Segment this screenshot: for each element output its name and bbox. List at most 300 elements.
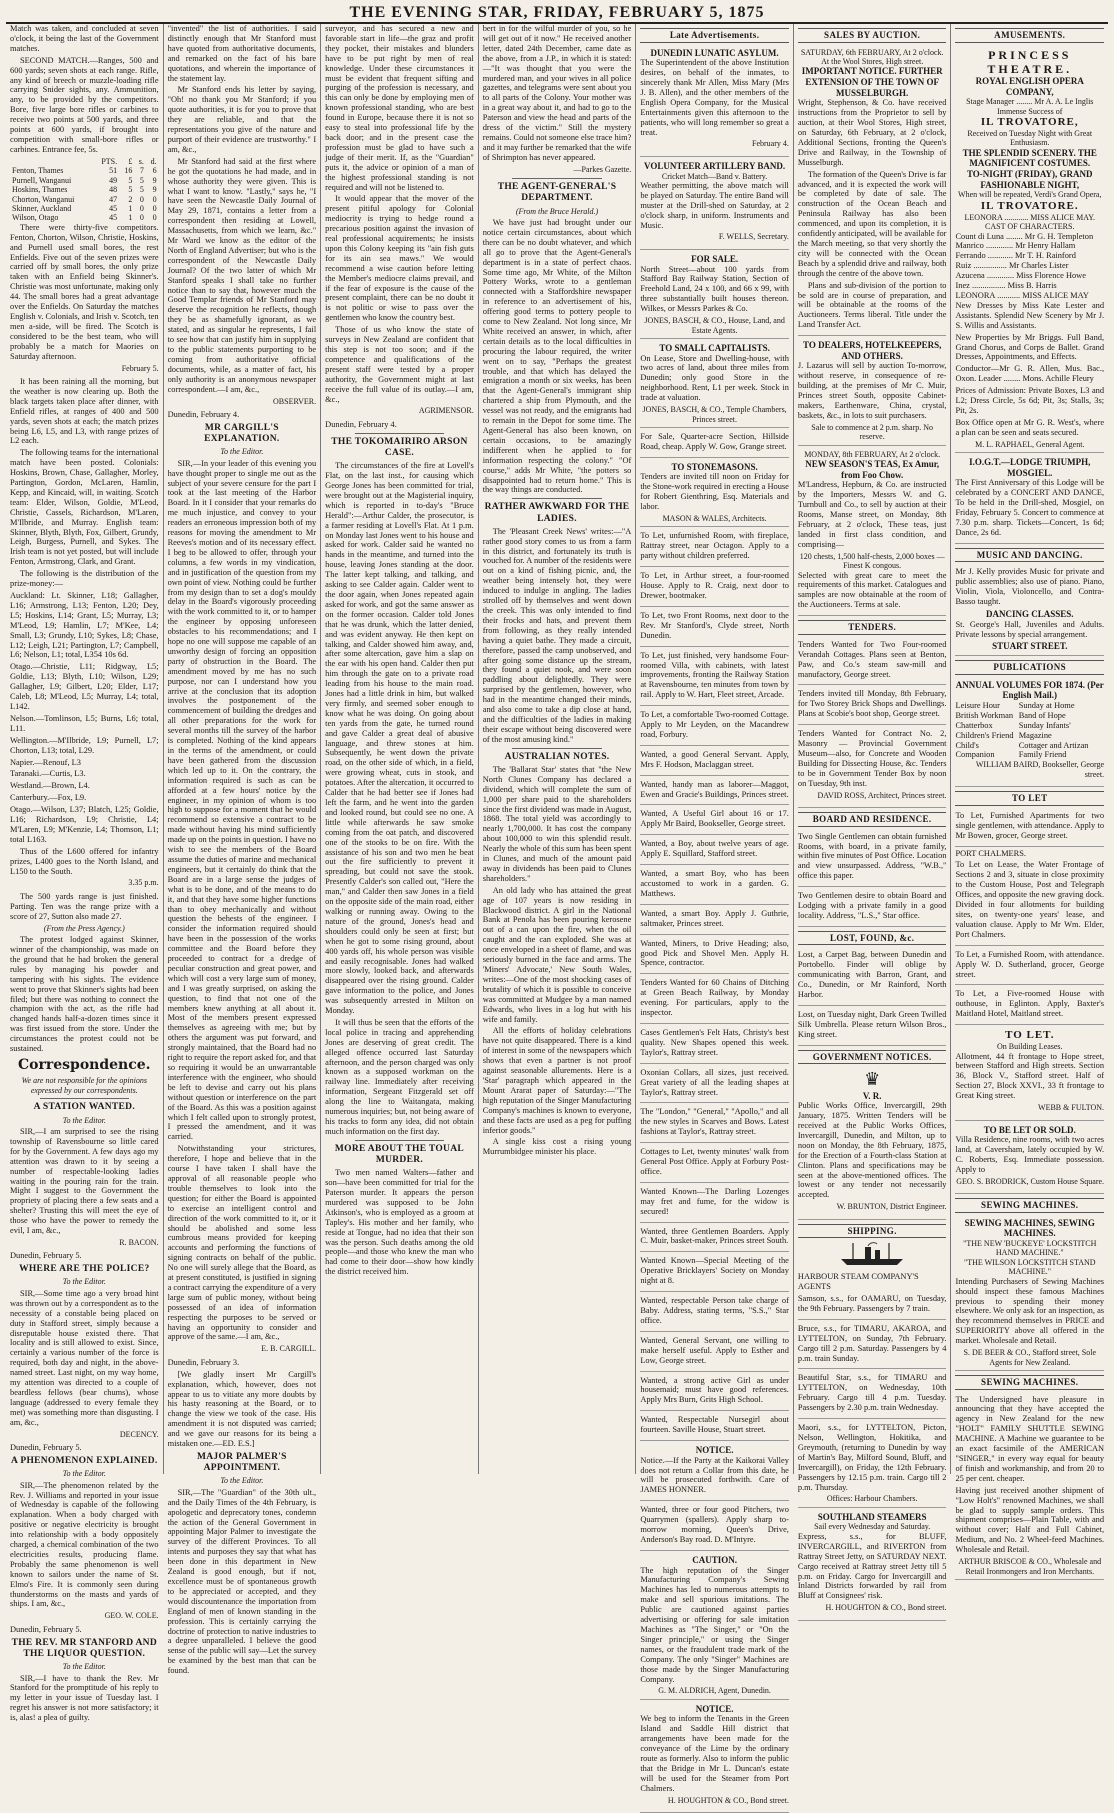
advertisement: [955, 1123, 1104, 1195]
divider: [512, 498, 601, 499]
dateline: Dunedin, February 5.: [10, 1443, 82, 1453]
ad-signature: H. HOUGHTON & CO., Bond street.: [667, 1795, 789, 1805]
ad-text: Wanted, respectable Person take charge of Baby. Address, stating terms, "S.S.," Star office.: [640, 1296, 789, 1325]
opera-title: IL TROVATORE.: [980, 199, 1079, 212]
letter-body: Those of us who know the state of surveys in New Zealand are confident that this step is not too soon; and if the competence and qualifications of the present staff were tested by a proper authority, the Government might at last receive the full value of its outlay.—I am, &c.,: [325, 325, 474, 404]
cast-member: Ferrando ............ Mr T. H. Rainford: [955, 251, 1076, 261]
table-header: s.: [138, 156, 144, 166]
column-5: [636, 24, 794, 1805]
letter-body: SIR,—Some time ago a very broad hint was thrown out by a correspondent as to the necessity of a constable being placed on duty in Stafford street, simply because a disreputable house existed there. That locality and is still allowed to exist. Since, certainly a various number of the force is required, both day and night, in the above-named street. Last night, on my way home, my attention was directed to a couple of beardless fellows (bear chums), whose language (addressed to every female they met) was something more than disgusting. I am, &c.,: [10, 1288, 159, 1427]
article-text: Napier.—Renouf, L3: [10, 757, 81, 767]
ad-text: Wanted, three Gentlemen Boarders. Apply C. Muir, basket-maker, Princes street South.: [640, 1226, 789, 1246]
ad-text: LEONORA ............ MISS ALICE MAY.: [964, 212, 1095, 222]
letter-to: To the Editor.: [62, 1662, 106, 1672]
advertisement: [798, 1371, 947, 1419]
ad-title: NOTICE.: [695, 1703, 734, 1714]
article-text: Canterbury.—Fox, L9.: [10, 793, 87, 803]
table-cell: 5: [139, 175, 144, 185]
ad-subtitle: At the Wool Stores, High street.: [821, 57, 924, 67]
advertisement: [955, 987, 1104, 1025]
letter-body: SIR,—I have to thank the Rev. Mr Stanford for the promptitude of his reply to my letter in your issue of Tuesday last. I regret his answer is not more satisfactory; it is, alas! a plea of guilty.: [10, 1673, 159, 1723]
ad-text: New Dresses by Miss Kate Lester and Assistants. Splendid New Scenery by Mr J. S. Willis and Assistants.: [955, 300, 1105, 330]
scores-table: [10, 157, 159, 223]
ad-signature: M. L. RAPHAEL, General Agent.: [975, 439, 1085, 449]
ad-text: Mr J. Kelly provides Music for private and public assemblies; also use of piano. Piano, Violin, Viola, Violoncello, and Contra-Basso taught.: [955, 567, 1105, 607]
ad-signature: JONES, BASCH, & CO., House, Land, and Estate Agents.: [644, 316, 785, 335]
section-heading: Correspondence.: [18, 1056, 151, 1073]
article-text: bert in for the wilful murder of you, so he will get out of it now." He received another letter, dated 24th December, came date as the above, from a J.P., in which it is stated:—"It was thought that you were the murdered man, and your wives in all police gazettes, and telegrams were sent about you to all parts of the Colony. Your mother was in a great way about it, and had to go to the Paterson and view the head and parts of the dress of the victim." Still the mystery remains. Could not someone else trace him? and it may further be remarked that the wife of Shrimpton has never appeared.: [482, 24, 632, 162]
table-cell: 7: [139, 166, 144, 176]
article-text: The 'Pleasant Creek News' writes:—"A rather good story comes to us from a farm in this district, and fortunately its truth is vouched for. A number of the residents were out on a kind of fishing picnic, and, the weather being intensely hot, they were induced to indulge in angling. The ladies strolled off by themselves and went down the creek. This was only intended to find their frocks and hats, and prevent them from following, as they really intended having a quiet bathe. They made a circuit, therefore, passed the camp unobserved, and after going some distance up the stream, they found a quiet nook, and were soon paddling about delightedly. They were surprised by the gentlemen, however, who had in the meantime changed their minds, and also come to take a dip close at hand, and the difficulties of the ladies in making their escape without being discovered were of the most amusing kind.": [482, 526, 632, 744]
table-row: [10, 185, 159, 194]
article-text: Nelson.—Tomlinson, L5; Burns, L6; total, L11.: [10, 713, 159, 733]
article-text: Two men named Walters—father and son—have been committed for trial for the Paterson murder. It appears the person murdered was supposed to be John Atkinson's, who is employed as a groom at Tapley's. His mother and her family, who reside at Tongue, had no idea that their son was the person. Such deaths among the old people—and those who knew the man who had come to their door—show how kindly the district received him.: [325, 1168, 474, 1277]
table-header: £: [128, 156, 133, 166]
table-cell: Hoskins, Thames: [12, 185, 68, 195]
ad-text: Lost, a Carpet Bag, between Dunedin and Portobello. Finder will oblige by communicating with Barron, Grant, and Co., Dunedin, or Mr Rainford, North Harbor.: [797, 950, 947, 1000]
section-heading: AMUSEMENTS.: [955, 28, 1104, 43]
ad-text: Wanted, A Useful Girl about 16 or 17. Apply Mr Baird, Bookseller, George street.: [640, 809, 789, 829]
article-text: Otago.—Wilson, L37; Blatch, L25; Goldie, L16; Richardson, L9; Christie, L4; M'Laren, L9; M'Kenzie, L4; Thomson, L1; total L163.: [10, 805, 159, 844]
table-cell: 0: [139, 213, 144, 223]
editor-note: [We gladly insert Mr Cargill's explanation, which, however, does not appear to us to vitiate any more doubts by his hasty reasoning at the Board, or to change the view we took of the case. His amendment it is not disputed was carried; and we gave our reasons for its being a mistaken one.—ED. E.S.]: [167, 1369, 317, 1449]
ad-title: CAUTION.: [692, 1554, 737, 1565]
letter-signature: GEO. W. COLE.: [104, 1611, 159, 1621]
ad-title: TO-NIGHT (FRIDAY), GRAND FASHIONABLE NIGHT,: [966, 169, 1093, 190]
ad-text: Wanted, a smart Boy. Apply J. Guthrie, saltmaker, Princes street.: [640, 908, 789, 928]
ad-text: Wanted, three or four good Pitchers, two Quarrymen (spallers). Apply sharp to-morrow morning, Queen's Drive, Anderson's Bay road. D. M'Intyre.: [640, 1505, 789, 1545]
ad-title: ROYAL ENGLISH OPERA COMPANY,: [975, 75, 1084, 97]
ad-signature: WILLIAM BAIRD, Bookseller, George street.: [975, 760, 1105, 779]
letter-body: SIR,—I am surprised to see the rising township of Ravensbourne so little cared for by the Government. A few days ago my attention was drawn to it by seeing a number of respectable-looking ladies waiting in the pouring rain for the train. Might I suggest to the Government the propriety of placing there a few seats and a shelter? Trusting this will meet the eye of those who have the power to remedy the evil, I am, &c.,: [10, 1126, 159, 1236]
letter-signature: OBSERVER.: [273, 396, 317, 406]
cast-heading: CAST OF CHARACTERS.: [985, 222, 1075, 232]
table-header-row: [10, 157, 159, 166]
section-heading: PUBLICATIONS: [955, 660, 1104, 675]
ad-text: Wanted, a smart Boy, who has been accustomed to work in a garden. G. Matthews.: [640, 869, 789, 898]
ad-title: SOUTHLAND STEAMERS: [817, 1511, 927, 1522]
advertisement: [640, 609, 789, 647]
letter-signature: DECENCY.: [119, 1429, 159, 1439]
advertisement: [955, 1393, 1104, 1580]
advertisement: [640, 937, 789, 975]
ad-text: To Let, a Furnished Room, with attendance. Apply W. D. Sutherland, grocer, George street.: [955, 949, 1105, 979]
advertisement: [640, 976, 789, 1024]
table-row: [10, 166, 159, 175]
section-heading: SALES BY AUCTION.: [798, 28, 947, 43]
advertisement: [955, 46, 1104, 454]
letter-body: surveyor, and has secured a new and favorable start in life—the graz and profit they pocket, their mistakes and blunders have to be put right by men of real knowledge. Under these circumstances it must be evident that frequent sifting and purging of the profession is necessary, and this can only be done by employing men of known professional standing, who are best found in Europe, because there it is not so easy to steal into professional life by the back door; and in the present case the profession must be glad to have such a judge of their merit. If, as the "Guardian" puts it, the advice or opinion of a man of the highest professional standing is not required and will not be listened to.: [325, 24, 474, 192]
article-text: There were thirty-five competitors. Fenton, Chorton, Wilson, Christie, Hoskins, and Purnell used small bores, the rest Enfields. Five out of the seven prizes were carried off by small bores, the only prize taken with an Enfield being Skinner's. Christie was most unfortunate, making only 44. The small bores had a great advantage over the Enfields. On Saturday the matches English v. Colonials, and Irish v. Scotch, ten men a-side, will be fired. The Scotch is considered to be the best team, who will probably be a match for Maories on Saturday afternoon.: [10, 222, 159, 361]
ad-text: Wanted, a strong active Girl as under housemaid; must have good references. Apply Mrs Burn, Grits High School.: [640, 1375, 789, 1405]
advertisement: [640, 837, 789, 865]
ad-text: Notice.—If the Party at the Kaikorai Valley does not return a Collar from this date, he will be prosecuted forthwith. Care of JAMES HONNER.: [640, 1455, 789, 1495]
list-item: British Workman: [955, 710, 1014, 720]
article-text: It has been raining all the morning, but the weather is now clearing up. Both the black targets taken place after dinner, with Enfield rifles, at ranges of 400 and 500 yards, seven shots at each; the match prizes being L6, L5, and L3, with range prizes of L2 each.: [10, 376, 159, 446]
advertisement: [640, 1066, 789, 1104]
cast-member: LEONORA ........... MISS ALICE MAY: [955, 291, 1089, 301]
letter-body: SIR,—The "Guardian" of the 30th ult., and the Daily Times of the 4th February, is apologetic and deprecatory tones, condemn the action of the General Government in appointing Major Palmer to investigate the survey of the different Provinces. To all intents and purposes they say that what has been done in this department in New Zealand is good enough, but if not, excellence must be of spontaneous growth to be appreciated or accepted, and they would discountenance the importation from England of men of known standing in the profession. This is certainly carrying the doctrine of protection to native industries to a degree unparalleled. I believe the good sense of the public will say—Let the survey be examined by the best man that can be found.: [167, 1487, 317, 1676]
ad-title: THE SPLENDID SCENERY. THE MAGNIFICENT COSTUMES.: [962, 147, 1097, 169]
ad-text: Selected with great care to meet the requirements of this market. Catalogues and samples are now obtainable at the room of the Auctioneers. Terms at sale.: [797, 570, 947, 610]
ad-signature: DAVID ROSS, Architect, Princes street.: [817, 790, 947, 800]
ad-date: SATURDAY, 6th FEBRUARY, At 2 o'clock.: [800, 47, 944, 57]
ad-text: Wanted, a good General Servant. Apply, Mrs F. Hodson, Maclaggan street.: [640, 749, 789, 769]
ad-text: Tenders are invited till noon on Friday for the Stone-work required in erecting a House for Robert Gienthring, Esq. Materials and labor.: [640, 472, 789, 512]
ad-subtitle: On Building Leases.: [996, 1042, 1063, 1052]
section-heading: MUSIC AND DANCING.: [955, 548, 1104, 563]
table-cell: 45: [109, 203, 118, 213]
ad-subtitle: Cricket Match—Band v. Battery.: [661, 171, 768, 181]
publication-column: [955, 701, 1018, 760]
table-cell: Fenton, Thames: [12, 166, 64, 176]
table-cell: 9: [152, 185, 157, 195]
article-title: AUSTRALIAN NOTES.: [504, 751, 610, 762]
advertisement: [955, 948, 1104, 986]
table-cell: 1: [128, 213, 133, 223]
table-cell: 48: [109, 185, 118, 195]
section-heading: SEWING MACHINES.: [955, 1375, 1104, 1390]
article-text: It will thus be seen that the efforts of the local police in tracing and apprehending Jones are deserving of great credit. The alleged offence occurred last Saturday afternoon, and the person charged was only known as a supposed workman on the railway line. Immediately after receiving information, Sergeant Fitzgerald set off along the line to Waitangata, making numerous inquiries; but, not being aware of his tracks to form any idea, did not obtain much information on the first day.: [325, 1017, 474, 1136]
advertisement: [640, 1334, 789, 1372]
ad-text: The high reputation of the Singer Manufacturing Company's Sewing Machines has led to numerous attempts to make and sell spurious imitations. The Public are cautioned against parties advertising or offering for sale imitation Machines as "The Singer," or "On the Singer principle," or using the Singer names, or the fraudulent trade mark of the Company. The only "Singer" Machines are those made by the Singer Manufacturing Company.: [640, 1565, 789, 1684]
table-cell: 2: [128, 194, 133, 204]
table-row: [10, 204, 159, 213]
advertisement: [640, 46, 789, 157]
list-item: Children's Friend: [955, 730, 1014, 740]
ad-title: PORT CHALMERS.: [955, 848, 1027, 858]
steamship-icon: [798, 1241, 947, 1270]
table-cell: 16: [124, 166, 133, 176]
advertisement: [640, 341, 789, 428]
ad-text: Tenders invited till Monday, 8th February, for Two Storey Brick Shops and Dwellings. Plans at Scobie's boot shop, George street.: [797, 689, 947, 719]
ad-title: V. R.: [862, 1090, 882, 1101]
columns: [6, 24, 1108, 1805]
table-cell: 5: [139, 185, 144, 195]
letter-to: To the Editor.: [62, 1115, 106, 1125]
ad-signature: WEBB & FULTON.: [1038, 1103, 1105, 1113]
divider: [512, 748, 601, 749]
ad-title: SEWING MACHINES, SEWING MACHINES.: [964, 1217, 1095, 1239]
advertisement: [955, 809, 1104, 847]
advertisement: [798, 46, 947, 337]
ad-title: DANCING CLASSES.: [985, 609, 1074, 620]
ad-text: Received on Tuesday Night with Great Enthusiasm.: [967, 128, 1093, 148]
ad-title: IMPORTANT NOTICE. FURTHER EXTENSION OF THE TOWN OF MUSSELBURGH.: [801, 66, 943, 98]
article-text: Thus of the L600 offered for infantry prizes, L400 goes to the North Island, and L150 to the South.: [10, 846, 159, 876]
ad-text: The First Anniversary of this Lodge will be celebrated by a CONCERT AND DANCE, To be held in the Drill-shed, Mosgiel, on Friday, February 5. Concert to commence at 7.30 p.m. sharp. Tickets—Concert, 1s 6d; Dance, 2s 6d.: [955, 478, 1105, 537]
advertisement: [640, 1105, 789, 1143]
ad-text: Having just received another shipment of "Low Holt's" renowned Machines, we shall be glad to supply sample orders. This shipment comprises—Plain Table, with and without cover; Half and Full Cabinet, Medium, and No. 2 Wheel-feed Machines. Wholesale and Retail.: [955, 1485, 1105, 1555]
dateline: Dunedin, February 5.: [10, 1624, 82, 1634]
advertisement: [640, 748, 789, 776]
advertisement: [798, 1510, 947, 1621]
ad-text: Wanted, General Servant, one willing to make herself useful. Apply to Esther and Low, George street.: [640, 1335, 789, 1365]
advertisement: [640, 708, 789, 746]
dateline: Dunedin, February 3.: [167, 1357, 240, 1367]
cast-member: Ruiz ................ Mr Charles Lister: [955, 261, 1069, 271]
ad-subtitle: Sail every Wednesday and Saturday.: [814, 1522, 931, 1532]
advertisement: [640, 1702, 789, 1813]
ad-text: Wanted Known—Special Meeting of the Operative Bricklayers' Society on Monday night at 8.: [640, 1256, 789, 1286]
ad-text: Tenders Wanted for Two Four-roomed Verandah Cottages. Plans seen at Benton, Paw, and Co.'s steam saw-mill and manufactory, George street.: [797, 639, 947, 679]
letter-to: To the Editor.: [62, 1277, 106, 1287]
cast-member: Azucena ............. Miss Florence Howe: [955, 271, 1086, 281]
article-text: Wellington.—M'Ilbride, L9; Purnell, L7; Chorton, L13; total, L29.: [10, 735, 159, 755]
ad-text: Immense Success of: [997, 106, 1063, 116]
ad-title: ANNUAL VOLUMES FOR 1874. (Per English Mail.): [955, 679, 1104, 701]
ad-text: For Sale, Quarter-acre Section, Hillside Road, cheap. Apply W. Gow, Grange street.: [640, 431, 789, 451]
advertisement: [640, 1254, 789, 1292]
table-cell: 5: [128, 175, 133, 185]
section-heading: TENDERS.: [798, 620, 947, 635]
ad-signature: S. DE BEER & CO., Stafford street, Sole Agents for New Zealand.: [963, 1348, 1097, 1367]
ad-text: The formation of the Queen's Drive is far advanced, and it is expected the work will be completed by date of sale. The construction of the Ocean Beach and Peninsula Railway has also been commenced, and upon its completion, it is confidently anticipated, will be available for the March meeting, so that very shortly the city will be connected with the Ocean Beach by a splendid drive and railway, both through the centre of the above town.: [797, 169, 947, 278]
list-item: Family Friend: [1018, 750, 1067, 760]
article-text: An old lady who has attained the great age of 107 years is now residing in Blackwood district. A girl in the National Bank at Penola has been pouring kerosene out of a can upon the fire, when the oil caught and the can exploded. She was at once enveloped in a sheet of flame, and was seriously burned in the face and arms. The 'Miners' Advocate,' New South Wales, writes:—One of the most shocking cases of brutality of which it is possible to conceive was committed at Mudgee by a man named Edwards, who lives in a log hut with his wife and family.: [482, 885, 632, 1024]
article-text: Otago.—Christie, L11; Ridgway, L5; Goldie, L13; Blyth, L10; Wilson, L29; Gallagher, L9; Gilbert, L20; Elder, L17; Caleb, L8; M'Leod, L5; Murray, L4; total, L142.: [10, 662, 159, 711]
table-cell: 45: [109, 213, 118, 223]
section-heading: TO LET: [955, 791, 1104, 806]
table-row: [10, 176, 159, 185]
table-cell: 9: [152, 175, 157, 185]
letter-body: SIR,—In your leader of this evening you have thought proper to single me out as the subject of your severe censure for the part I took at the last meeting of the Harbor Board. In it I consider that your remarks do me much injustice, and convey to your readers an erroneous impression both of my reasons for moving the amendment to Mr Reeves's motion and of its necessary effect. I beg to be allowed to offer, through your columns, a few words in my vindication, and in justification of the question from my own point of view. Nothing could be further from my design than to set a dog's mouldy delay in the Board's vigorously proceeding with the work committed to it, or to hamper the engineer by opposing unforeseen obstacles to his recommendations; and I hope no one will suppose me capable of an unworthy design of forcing an opposition party of obstruction in the Board. The amendment moved by me has no such purpose, nor can I understand how you arrive at the conclusion that its adoption involves the postponement of the commencement of building the dredges and all other preparations for the work for several months till the survey of the harbor is completed. Nothing of the kind appears in the terms of the amendment, or could have been gathered from the discussion which led up to it. On the contrary, the information required is such as can be afforded at a few hours' notice by the engineer, in my opinion of whom is too high to suppose for a moment that he would recommend so extensive a contract to be made without having his mind sufficiently made up on the points in question. I have no wish to see the members of the Board assume the duties of marine and mechanical engineers, but it certainly do think that the Board are in a large sense the judges of what is to be done, and of the means to do it, and that they have some higher functions than to obey mechanically and without question the behests of the engineer. I consider the information required should have been in the possession of the works committee and the Board before they proceeded to contract for a dredge of peculiar construction and great power, and which will cost a very large sum of money, and I was greatly surprised, on asking the question, to find that not one of the members knew anything at all about it. Most of the members present expressed themselves as agreeing with me; but by others the argument was put forward, and strongly maintained, that the Board had no right to require the report asked for, and that so requiring it would be an unwarrantable interference with the engineer, who should be left to devise and carry out his plans without question or interference on the part of the Board. As this was a position against which I felt called upon to strongly protest, I pressed the amendment, and it was carried.: [167, 458, 317, 1142]
letter-title: A STATION WANTED.: [33, 1102, 136, 1113]
ad-text: Maori, s.s., for LYTTELTON, Picton, Nelson, Wellington, Hokitika, and Greymouth, (returning to Dunedin by way of Martin's Bay, Milford Sound, Bluff, and Invercargill), on Friday, the 12th February. Passengers by 12.15 p.m. train. Cargo till 2 p.m. Thursday.: [797, 1423, 947, 1492]
advertisement: [798, 1067, 947, 1219]
article-text: Taranaki.—Curtis, L3.: [10, 769, 86, 779]
ad-signature: GEO. S. BRODRICK, Custom House Square.: [956, 1176, 1105, 1186]
advertisement: [798, 448, 947, 617]
advertisement: [640, 907, 789, 935]
divider: [355, 433, 444, 434]
table-header: d.: [150, 156, 157, 166]
ad-text: Allotment, 44 ft frontage to Hope street, between Stafford and High streets. Section 36, Block V., Stafford street. Half of Section 27, Block XXVI., 33 ft frontage to Great King street.: [955, 1051, 1105, 1101]
ad-title: DUNEDIN LUNATIC ASYLUM.: [650, 47, 779, 58]
article-title: THE AGENT-GENERAL'S DEPARTMENT.: [497, 182, 617, 204]
article-text: The following is the distribution of the prize-money:—: [10, 569, 159, 589]
letter-body: Mr Stanford had said at the first where he got the quotations he had made, and in whose authority they were given. This is what I want to know. "Lastly," says he, "I have seen the Newcastle Daily Journal of May 29, 1871, contains a letter from a correspondent then residing at Lowell, Massachusetts, from which we learn, &c." Mr Ward we know as the editor of the North of England Advertiser; but who is the correspondent of the Newcastle Daily Journal? Of the two latter of which Mr Stanford speaks I shall take no further notice than to say that, however much the Good Templar friends of Mr Stanford may deserve the recognition he reflects, though they be as shamefully ignorant, as we stated, and as singular he represents, I fail to see how that can justify him in supplying to the public statements purporting to be coming from authoritative official documents, while, as a matter of fact, his only authority is an anonymous newspaper correspondent.—I am, &c.,: [167, 156, 317, 394]
letter-signature: E. B. CARGILL.: [261, 1344, 317, 1354]
table-header: [10, 157, 94, 166]
article-title: THE TOKOMAIRIRO ARSON CASE.: [331, 436, 468, 458]
letter-body: "invented" the list of authorities. I said distinctly enough that Mr Stanford must have quoted from authoritative documents, and remarked on the fact of his bare quotations, and wherein the importance of the statement lay.: [167, 24, 317, 83]
article-title: RATHER AWKWARD FOR THE LADIES.: [484, 502, 630, 524]
advertisement: [640, 1145, 789, 1183]
ad-title: TO LET.: [1005, 1029, 1055, 1042]
advertisement: [640, 867, 789, 905]
column-6: [794, 24, 952, 1613]
column-4: [479, 24, 637, 1474]
ad-title: I.O.G.T.—LODGE TRIUMPH, MOSGIEL.: [969, 457, 1091, 478]
ad-text: Cases Gentlemen's Felt Hats, Christy's best quality. New Shapes opened this week. Taylor's, Rattray street.: [640, 1027, 789, 1057]
ad-date: February 4.: [752, 139, 789, 149]
advertisement: [640, 807, 789, 835]
ad-text: North Street—about 100 yards from Stafford Bay Railway Station, Section of Freehold Land, 24 x 100, and 66 x 99, with three substantially built houses thereon. Wilkes, or Messrs Parkes & Co.: [640, 264, 789, 314]
letter-to: To the Editor.: [62, 1469, 106, 1479]
table-cell: 5: [128, 185, 133, 195]
table-cell: Purnell, Wanganui: [12, 175, 72, 185]
advertisement: [798, 830, 947, 888]
list-item: Chatterbox: [955, 720, 993, 730]
advertisement: [640, 460, 789, 528]
article-text: All the efforts of holiday celebrations have not quite disappeared. There is a kind of interest in some of the newspapers which shows that even a partner is not proof against seasonable allurements. Here is a 'Star' paragraph which appeared in the Mount Ararat paper of Saturday:—"The high reputation of the Singer Manufacturing Company's machines is known to everyone, and these facts are used as a peg for puffing inferior goods.": [482, 1026, 632, 1135]
ad-text: Wanted, Respectable Nursegirl about fourteen. Saville House, Stuart street.: [640, 1415, 789, 1435]
cast-member: Inez ................ Miss B. Harris: [955, 281, 1057, 291]
ad-text: To Let, unfurnished Room, with fireplace, Rattray street, near Octagon. Apply to a party without children preferred.: [640, 531, 789, 561]
letter-body: It would appear that the mover of the present pitiful apology for Colonial mediocrity is trying to hedge round a precarious position against the invasion of real professional acquirements; he insists upon this Colony keeping its "ain fish guts for its ain sea maws." We would recommend a wise caution before letting the Member's mediocre claims prevail, and if the fear of exposure is the cause of the present complaint, there can be no doubt it is not politic or wise to pass over the gentlemen who know the country best.: [325, 194, 474, 323]
ad-text: We beg to inform the Tenants in the Green Island and Saddle Hill district that arrangements have been made for the conveyance of the Lime by the ordinary route as formerly. Also to inform the public that the Bridge in Mr L. Duncan's estate will be used for the Steamer from Port Chalmers.: [640, 1714, 789, 1793]
ad-text: Villa Residence, nine rooms, with two acres land, at Caversham, lately occupied by W. C. Roberts, Esq. Immediate possession. Apply to: [955, 1135, 1105, 1174]
section-heading: GOVERNMENT NOTICES.: [798, 1050, 947, 1065]
advertisement: [640, 159, 789, 250]
ad-list: 120 chests, 1,500 half-chests, 2,000 boxes — Finest K congous.: [799, 551, 945, 571]
table-cell: 0: [152, 194, 157, 204]
advertisement: [798, 1008, 947, 1046]
ad-text: Plans and sub-division of the portion to be sold are in course of preparation, and will be obtainable at the rooms of the Auctioneers. Terms liberal. Title under the Land Transfer Act.: [797, 280, 947, 330]
column-2: [164, 24, 322, 1676]
letter-title: WHERE ARE THE POLICE?: [19, 1264, 150, 1275]
source-line: (From the Bruce Herald.): [515, 206, 599, 216]
ad-text: "THE WILSON LOCKSTITCH STAND MACHINE.": [963, 1257, 1096, 1277]
article-text: We have just had brought under our notice certain circumstances, about which there can be no doubt whatever, and which all go to prove that the Agent-General's department is in a state of perfect chaos. Some time ago, Mr White, of the Milton Pottery Works, wrote to a gentleman connected with a Staffordshire newspaper in reference to an advertisement of his, offering good terms to pottery people to come to New Zealand. Not long since, Mr White received an answer, in which, after certain details as to the local difficulties in procuring the labour required, the writer went on to say, "Perhaps the greatest trouble, and that which has delayed the emigration a month or six weeks, has been that the Agent-General's immigrant ship chartered a ship from Plymouth, and the vessel was not ready, and the emigrants had to remain in the Depot for some time. The Agent-General has also been known, on certain occasions, to be amazingly indifferent when he applied to for information respecting the colony." "Of course," adds Mr White, "the potters so disappointed had to return home." This is the way things are conducted.: [482, 217, 632, 495]
ad-text: Oxonian Collars, all sizes, just received. Great variety of all the leading shapes at Taylor's, Rattray street.: [640, 1067, 789, 1097]
ad-title: FOR SALE.: [691, 253, 739, 264]
ad-text: The Superintendent of the above Institution desires, on behalf of the inmates, to sincerely thank Mr Allen, Miss Mary (Mrs J. B. Allen), and the other members of the English Opera Company, for the Musical Entertainments given this afternoon to the patients, who will long remember so great a treat.: [640, 58, 789, 137]
ad-text: Conductor—Mr G. R. Allen, Mus. Bac., Oxon. Leader ........ Mons. Achille Fleury: [955, 364, 1105, 384]
letter-body: Notwithstanding your strictures, therefore, I hope and believe that in the course I have taken I shall have the approval of all reasonable people who trouble themselves to look into the question; for either the Board is appointed to exercise an intelligent control and direction of the work committed to it, or it should be abolished and some less cumbrous means provided for keeping accounts and performing the functions of signing contracts on behalf of the public. No one will surely allege that the Board, as at present constituted, is justified in signing a contract carrying the expenditure of a very large sum of public money, without being possessed of an idea of information respecting the purposes to be served or having an opportunity to consider and approve of the same.—I am, &c.,: [167, 1144, 317, 1342]
dateline: Dunedin, February 4.: [167, 409, 240, 419]
ad-date: MONDAY, 8th FEBRUARY, At 2 o'clock.: [804, 449, 941, 459]
table-cell: 47: [109, 194, 118, 204]
advertisement: [640, 1185, 789, 1223]
column-3: [321, 24, 479, 1474]
ad-text: To Let, in Arthur street, a four-roomed House. Apply to R. Craig, next door to Drewer, bootmaker.: [640, 571, 789, 600]
article-text: The following teams for the international match have been posted. Colonials: Hoskins, Brown, Chase, Gallagher, Morley, Partington, Gordon, McLaren, Hamlin, Kepp, and Kincaid, will, in waiting. Scotch team: Elder, Wilson, Goldie, M'Leod, Christie, Cassels, Richardson, M'Laren, M'Ilbride, and Murray. English team: Skinner, Blyth, Blyth, Fox, Gilbert, Grundy, Leigh, Burgess, Purnell, and Sykes. The Irish team is not yet posted, but will include Fenton, Armstrong, Clark, and Grant.: [10, 448, 159, 567]
advertisement: [955, 455, 1104, 544]
advertisement: [955, 858, 1104, 945]
publication-list: [955, 701, 1104, 760]
advertisement: [955, 565, 1104, 656]
advertisement: [640, 529, 789, 567]
ad-signature: G. M. ALDRICH, Agent, Dunedin.: [658, 1686, 771, 1696]
letter-body: SIR,—The phenomenon related by the Rev. J. Williams and reported in your issue of Wednesday is capable of the following explanation. When a body charged with positive or negative electricity is brought into relationship with a body oppositely charged, a chemical combination of the two electricities results, producing flame. Probably the same phenomenon is well known to sailors under the name of St. Elmo's Fire. It is commonly seen during thunderstorms on the masts and yards of ships. I am, &c.,: [10, 1480, 159, 1609]
ad-text: Wanted, handy man as laborer—Maggot, Ewen and Gracie's Buildings, Princes street.: [640, 779, 789, 799]
table-row: [10, 213, 159, 222]
section-heading: BOARD AND RESIDENCE.: [798, 812, 947, 827]
advertisement: [640, 1413, 789, 1441]
ad-title: HARBOUR STEAM COMPANY'S AGENTS: [797, 1272, 919, 1292]
ad-text: To Let, two Front Rooms, next door to the Rev. Mr Stanford's, Clyde street, North Dunedin.: [640, 610, 789, 640]
ad-signature: W. BRUNTON, District Engineer.: [836, 1202, 947, 1212]
ad-signature: Offices: Harbour Chambers.: [826, 1494, 918, 1504]
source-line: (From the Press Agency.): [43, 923, 125, 933]
table-cell: 51: [109, 166, 118, 176]
article-text: Westland.—Brown, L4.: [10, 781, 90, 791]
ad-title: NEW SEASON'S TEAS, Ex Amur, from Foo Chow.: [805, 459, 940, 480]
ad-signature: H. HOUGHTON & CO., Bond street.: [825, 1603, 947, 1613]
column-1: [6, 24, 164, 1723]
ad-text: To Let, Furnished Apartments for two single gentlemen, with attendance. Apply to Mr Bowen, grocer, George street.: [955, 810, 1105, 840]
advertisement: [955, 1216, 1104, 1371]
letter-to: To the Editor.: [220, 447, 264, 457]
ad-text: To Let, a comfortable Two-roomed Cottage. Apply to Mr Leyden, on the Macandrew road, Forbury.: [640, 710, 789, 739]
ad-text: Beautiful Star, s.s., for TIMARU and LYTTELTON, on Wednesday, 10th February. Cargo till 4 p.m. Tuesday. Passengers by 2.30 p.m. train Wednesday.: [797, 1373, 947, 1413]
article-text: Auckland: Lt. Skinner, L18; Gallagher, L16; Armstrong, L13; Fenton, L20; Dey, L5; Hoskins, L14; Grant, L5; Murray, L3; M'Leod, L9; Hamlin, L7; M'Kee, L4; Small, L3; Grundy, L10; Sykes, L8; Chase, L12; Leigh, L21; Partington, L7; Campbell, L6; Nelson, L1; total, L354 10s 6d.: [10, 591, 159, 660]
ad-title: TO STONEMASONS.: [671, 461, 758, 472]
ad-text: Tenders Wanted for 60 Chains of Ditching at Green Beach Railway, by Monday evening. For particulars, apply to the inspector.: [640, 978, 789, 1018]
section-heading: Late Advertisements.: [640, 28, 789, 43]
ad-text: To Let on Lease, the Water Frontage of Sections 2 and 3, situate in close proximity to the Custom House, Post and Telegraph Offices, and opposite the new graving dock. Divided in four allotments for building sites, on twenty-one years' lease, and valuation clause. Apply to Mr Wm. Elder, Port Chalmers.: [955, 860, 1105, 939]
advertisement: [640, 252, 789, 339]
list-item: Cottager and Artizan: [1018, 740, 1089, 750]
ad-text: Express, s.s., for BLUFF, INVERCARGILL, and RIVERTON from Rattray Street Jetty, on SATURDAY NEXT. Cargo received at Rattray street Jetty till 5 p.m. on Friday. Cargo for Invercargill and Inland Districts forwarded by rail from Bluff at Consignees' risk.: [797, 1531, 947, 1601]
advertisement: [798, 338, 947, 446]
advertisement: [798, 1421, 947, 1508]
ad-text: Prices of Admission: Private Boxes, L3 and L2; Dress Circle, 5s 6d; Pit, 3s; Stalls, 3s; Pit, 2s.: [955, 386, 1105, 415]
article-text: SECOND MATCH.—Ranges, 500 and 600 yards; seven shots at each range. Rifle, any kind of breech or muzzle-loading rifle carrying Snider sights, any. Ammunition, any, to be provided by the competitors. Bore, five large bore rifles or carbines to receive two points at 500 yards, and three points at 600 yards, if brought into competition with small-bore rifles or carbines. Entrance fee, 5s.: [10, 55, 159, 154]
ad-signature: F. WELLS, Secretary.: [718, 232, 789, 242]
table-cell: 49: [109, 175, 118, 185]
advertisement: [640, 569, 789, 607]
ad-text: Samson, s.s., for OAMARU, on Tuesday, the 9th February. Passengers by 7 train.: [797, 1294, 947, 1313]
ad-text: J. Lazarus will sell by auction To-morrow, without reserve, in consequence of re-building, at the premises of Mr C. Muir, Princes street South, opposite Cabinet-makers, Earthenware, China, crystal, baskets, &c., in lots to suit purchasers.: [797, 361, 947, 420]
article-text: The 500 yards range is just finished. Parting. Ten was the range prize with a score of 27, Sutton also made 27.: [10, 891, 159, 921]
article-text: The protest lodged against Skinner, winner of the championship, was made on the ground that he had broken the general rules by managing his powder and tampering with his sights. The evidence went to prove that Skinner's sights had been filed; but there was nothing to connect the champion with the act, as the rifle had changed hands half-a-dozen times since it was first issued from the store. Under the circumstances the protest could not be sustained.: [10, 935, 159, 1054]
ad-text: The "London," "General," "Apollo," and all the new styles in Scarves and Bows. Latest fashions at Taylor's, Rattray street.: [640, 1107, 789, 1137]
ad-text: New Properties by Mr Briggs. Full Band, Grand Chorus, and Corps de Ballet. Grand Dresses, Appointments, and Effects.: [955, 332, 1105, 362]
ad-text: "THE NEW 'BUCKEYE' LOCKSTITCH HAND MACHINE.": [963, 1239, 1097, 1258]
ad-text: Tenders Wanted for Contract No. 2, Masonry — Provincial Government Museum—also, for Concrete and Wooden Building for Dissecting House, &c. Tenders to be in Government Tender Box by noon on Tuesday, 9th inst.: [797, 729, 947, 788]
letter-title: MR CARGILL'S EXPLANATION.: [204, 422, 280, 445]
letter-body: Mr Stanford ends his letter by saying, "Oh! no thank you Mr Stanford; if you quote authorities, it is for you to prove that they are reliable, and that the representations you give of the nature and purport of their evidence are trustworthy." I am, &c.,: [167, 85, 317, 154]
advertisement: [798, 727, 947, 808]
advertisement: [798, 948, 947, 1006]
disclaimer: We are not responsible for the opinions expressed by our correspondents.: [21, 1076, 147, 1095]
advertisement: [640, 1374, 789, 1412]
advertisement: [955, 1027, 1104, 1120]
ad-text: To Let, a Five-roomed House with outhouse, in Eglinton. Apply, Baxter's Maitland Hotel, Maitland street.: [955, 989, 1105, 1019]
ad-text: Two Single Gentlemen can obtain furnished Rooms, with board, in a private family, within five minutes of Post Office. Location and view unsurpassed. Address, "W.B.," office this paper.: [797, 831, 947, 881]
dateline: February 5.: [121, 363, 159, 373]
advertisement: [798, 1292, 947, 1320]
ad-text: Box Office open at Mr G. R. West's, where a plan can be seen and seats secured.: [955, 417, 1105, 437]
ad-text: Lost, on Tuesday night, Dark Green Twilled Silk Umbrella. Please return Wilson Bros., King street.: [797, 1010, 947, 1039]
table-cell: Skinner, Auckland: [12, 203, 72, 213]
ad-signature: MASON & WALES, Architects.: [662, 514, 767, 523]
ad-signature: Sale to commence at 2 p.m. sharp. No reserve.: [811, 422, 934, 442]
ad-text: The Undersigned have pleasure in announcing that they have accepted the agency in New Zealand for the new "HOLT" FAMILY SHUTTLE SEWING MACHINE. A Machine we guarantee to be an exact facsimile of the AMERICAN "SINGER," in every way equal for beauty of finish and workmanship, and from 20 to 25 per cent. cheaper.: [955, 1394, 1105, 1483]
ad-text: Intending Purchasers of Sewing Machines should inspect these famous Machines previous to spending their money elsewhere. We only ask for an inspection, as they recommend themselves in PRICE and SUPERIORITY above all offered in the market. Wholesale and Retail.: [955, 1276, 1105, 1346]
list-item: Sunday at Home: [1018, 700, 1075, 710]
table-cell: Wilson, Otago: [12, 213, 59, 223]
ad-signature: JONES, BASCH, & CO., Temple Chambers, Princes street.: [642, 405, 787, 424]
ad-text: Wanted Known—The Darling Lozenges may fret and fume, for the widow is secured!: [640, 1186, 789, 1216]
article-text: The circumstances of the fire at Lovell's Flat, on the last inst., for causing which George Jones has been committed for trial, were brought out at the Magisterial inquiry, which is reported in to-day's "Bruce Herald":—Arthur Calder, the prosecutor, is a farmer residing at Lovell's Flat. At 1 p.m. on Monday last Jones went to his house and asked for work. Calder said he wanted no hands in the meantime, and turned into the house, leaving Jones standing at the door. The latter kept talking, and talking, and asking to see Calder again. Calder went to the door again, when Jones repeated again asked for work, and got the same answer as on the former occasion. Calder told Jones that he was drunk, which the latter denied, and was evident anyway. He then kept on talking, and Calder showed him away, and, after some altercation, gave him a slap on the ear with his open hand. Calder then put him through the gate on to a private road leading from his house to the main road. Jones had a little drink in him, but walked very firmly, and seemed sober enough to know what he was doing. On going about ten yards from the gate, he turned round and gave Calder a great deal of abusive language, and threw stones at him. Subsequently, he went down the private road, on the other side of which, in a field, were growing wheat, cuts in stook, and potatoes. After the altercation, it occurred to Calder that he had better see if Jones had left the farm, and he went into the garden and looked round, but could see no one. A little while afterwards he saw smoke coming from the oat patch, and discovered one of the stooks to be on fire. With the assistance of his son and two men he beat out the fire sufficiently to prevent it spreading, but could not save the stook. Presently Calder's son called out, "Here the man," and Calder then saw Jones in a field on the opposite side of the main road, either walking or running away. Owing to the nature of the ground, Jones's head and shoulders could only be seen at first; but when he got to some rising ground, about 400 yards off, his whole person was visible and easily recognisable. Jones had walked more slowly, looked back, and afterwards disappeared over the rising ground. Calder gave information to the police, and Jones was subsequently arrested in Milton on Monday.: [325, 461, 474, 1016]
list-item: Band of Hope: [1018, 710, 1066, 720]
ad-text: Stage Manager ........ Mr A. A. Le Inglis: [966, 97, 1094, 107]
letter-title: THE REV. MR STANFORD AND THE LIQUOR QUESTION.: [11, 1637, 157, 1659]
advertisement: [640, 1443, 789, 1501]
ad-text: When will be repeated, Verdi's Grand Opera,: [958, 190, 1102, 200]
letter-to: To the Editor.: [220, 1476, 264, 1486]
table-cell: 0: [152, 203, 157, 213]
table-cell: 0: [152, 213, 157, 223]
ad-text: M'Landress, Hepburn, & Co. are instructed by the Importers, Messrs W. and G. Turnbull and Co., to sell by auction at their Rooms, Manse street, on Monday, 8th February, at 2 o'clock, These teas, just landed in first class condition, and comprising—: [797, 480, 947, 549]
advertisement: [640, 778, 789, 806]
table-cell: 6: [152, 166, 157, 176]
ad-text: Bruce, s.s., for TIMARU, AKAROA, and LYTTELTON, on Sunday, 7th February. Cargo till 2 p.m. Saturday. Passengers by 4 p.m. train Sunday.: [797, 1323, 947, 1363]
